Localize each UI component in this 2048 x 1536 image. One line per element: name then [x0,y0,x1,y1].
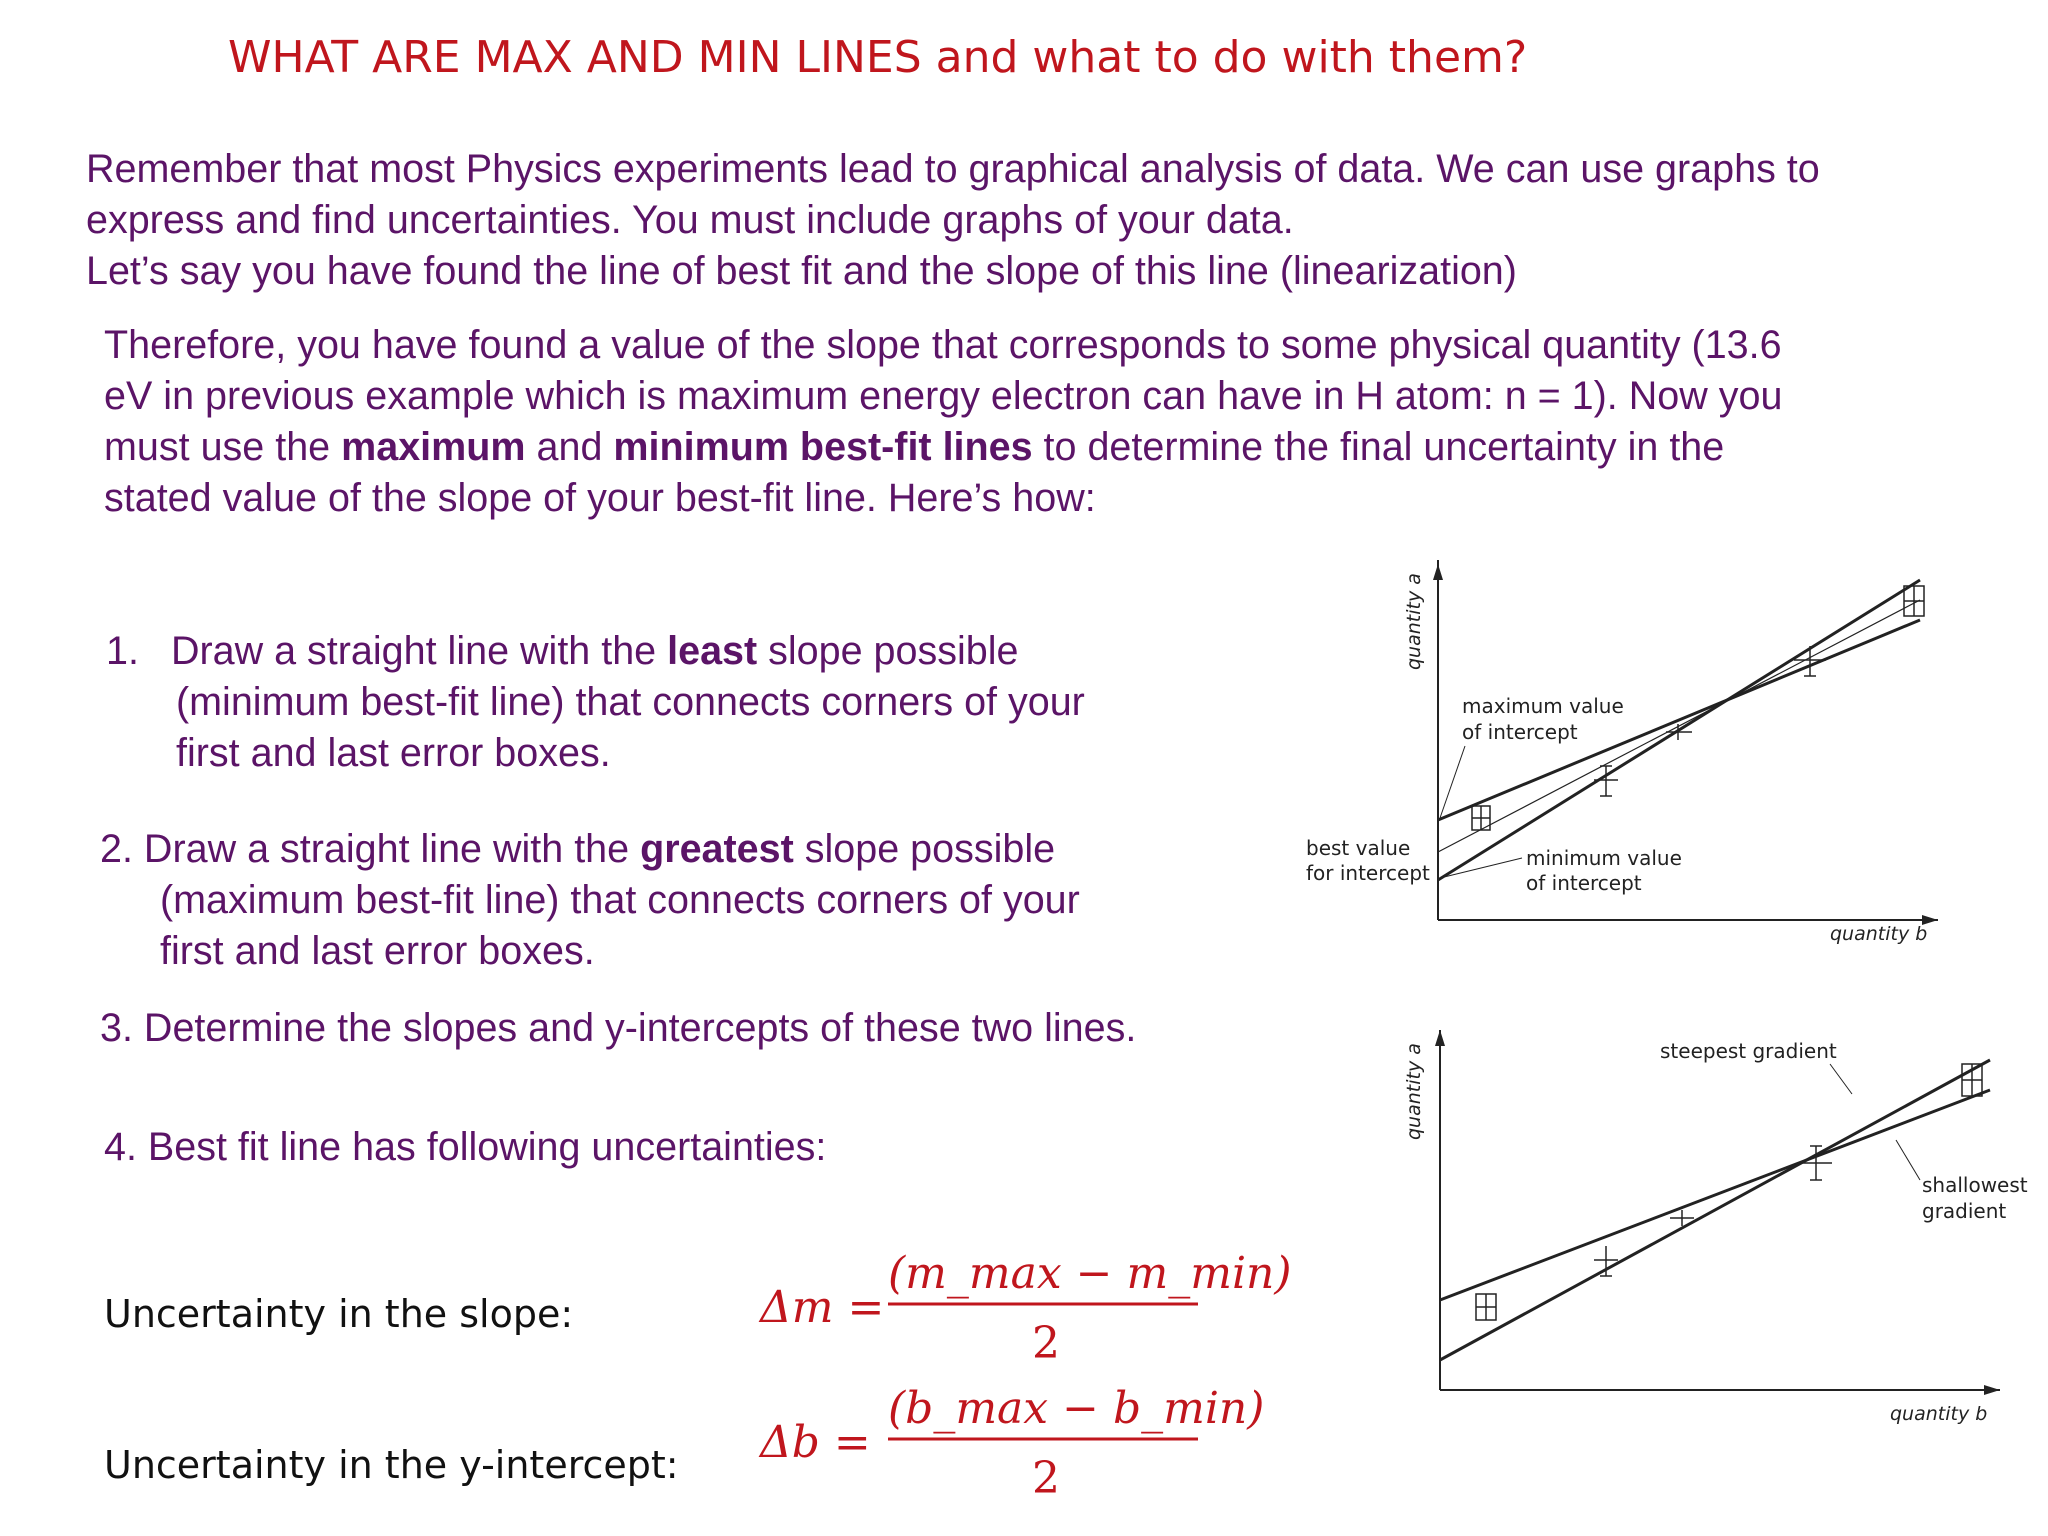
step-1-line-3: first and last error boxes. [176,731,611,775]
intercept-uncertainty-label: Uncertainty in the y-intercept: [104,1443,679,1487]
step-3: 3. Determine the slopes and y-intercepts of these two lines. [100,1006,1137,1050]
therefore-line-2: eV in previous example which is maximum energy electron can have in H atom: n = 1). Now you [104,374,1783,418]
step-4: 4. Best fit line has following uncertainties: [104,1125,827,1169]
step-1-number: 1. [106,629,139,673]
graph1-y-arrow [1433,564,1443,580]
graph2-y-arrow [1435,1030,1445,1046]
graph2-ann-steep-pointer [1830,1064,1852,1094]
min-best-fit-emphasis: minimum best-fit lines [613,425,1033,469]
intro-line-1: Remember that most Physics experiments lead to graphical analysis of data. We can use graphs to [86,147,1820,191]
graph2-error-bars [1476,1064,1982,1320]
graph1-ann-best-1: best value [1306,836,1411,860]
graph1-x-label: quantity b [1830,923,1928,945]
graph1-ann-max-1: maximum value [1462,694,1624,718]
graph1-ann-min-1: minimum value [1526,846,1682,870]
intro-line-2: express and find uncertainties. You must include graphs of your data. [86,198,1294,242]
step-2: 2. Draw a straight line with the greatest slope possible (maximum best-fit line) that connects corners of your first and last error boxes. [100,824,1080,977]
intro-line-3: Let’s say you have found the line of best fit and the slope of this line (linearization) [86,249,1517,293]
graph2-y-label: quantity a [1403,1043,1425,1140]
graph1-ann-min-pointer [1440,858,1522,878]
therefore-line-3: must use the maximum and minimum best-fit lines to determine the final uncertainty in the [104,425,1725,469]
graph1-ann-max-2: of intercept [1462,720,1578,744]
gradient-graph [1390,1020,2040,1440]
step-2-line-2: (maximum best-fit line) that connects corners of your [160,878,1080,922]
intercept-formula-denominator: 2 [1032,1453,1060,1504]
step-1-line-2: (minimum best-fit line) that connects corners of your [176,680,1085,724]
slope-formula-denominator: 2 [1032,1318,1060,1369]
graph1-ann-min-2: of intercept [1526,871,1642,895]
intercept-uncertainty-formula [750,1375,1265,1515]
intercept-formula-numerator: (b_max − b_min) [888,1383,1265,1434]
slope-formula-numerator: (m_max − m_min) [888,1248,1292,1299]
graph1-y-label: quantity a [1403,573,1425,670]
graph1-ann-best-2: for intercept [1306,861,1430,885]
step-2-line-3: first and last error boxes. [160,929,595,973]
slope-uncertainty-formula [750,1240,1292,1380]
maximum-emphasis: maximum [341,425,526,469]
therefore-line-1: Therefore, you have found a value of the slope that corresponds to some physical quantity (13.6 [104,323,1782,367]
page-title: WHAT ARE MAX AND MIN LINES and what to do with them? [228,32,1528,83]
graph2-steepest-line [1440,1060,1990,1360]
slope-uncertainty-label: Uncertainty in the slope: [104,1292,574,1336]
least-emphasis: least [667,629,758,673]
slope-formula-lhs: Δm = [760,1282,885,1333]
graph1-ann-max-pointer [1440,746,1465,818]
graph2-ann-steep: steepest gradient [1660,1039,1837,1063]
intro-paragraph [86,144,1820,297]
graph2-x-arrow [1984,1385,2000,1395]
graph2-x-label: quantity b [1890,1403,1988,1425]
graph2-ann-shallow-1: shallowest [1922,1173,2028,1197]
intercept-formula-lhs: Δb = [760,1417,871,1468]
greatest-emphasis: greatest [640,827,794,871]
therefore-line-4: stated value of the slope of your best-fit line. Here’s how: [104,476,1096,520]
intercept-graph [1290,560,1950,980]
step-1: 1. Draw a straight line with the least slope possible (minimum best-fit line) that connects corners of your first and last error boxes. [106,626,1085,779]
graph2-shallowest-line [1440,1090,1990,1300]
therefore-paragraph [104,320,1782,524]
graph2-ann-shallow-2: gradient [1922,1199,2007,1223]
graph2-ann-shallow-pointer [1896,1140,1920,1180]
